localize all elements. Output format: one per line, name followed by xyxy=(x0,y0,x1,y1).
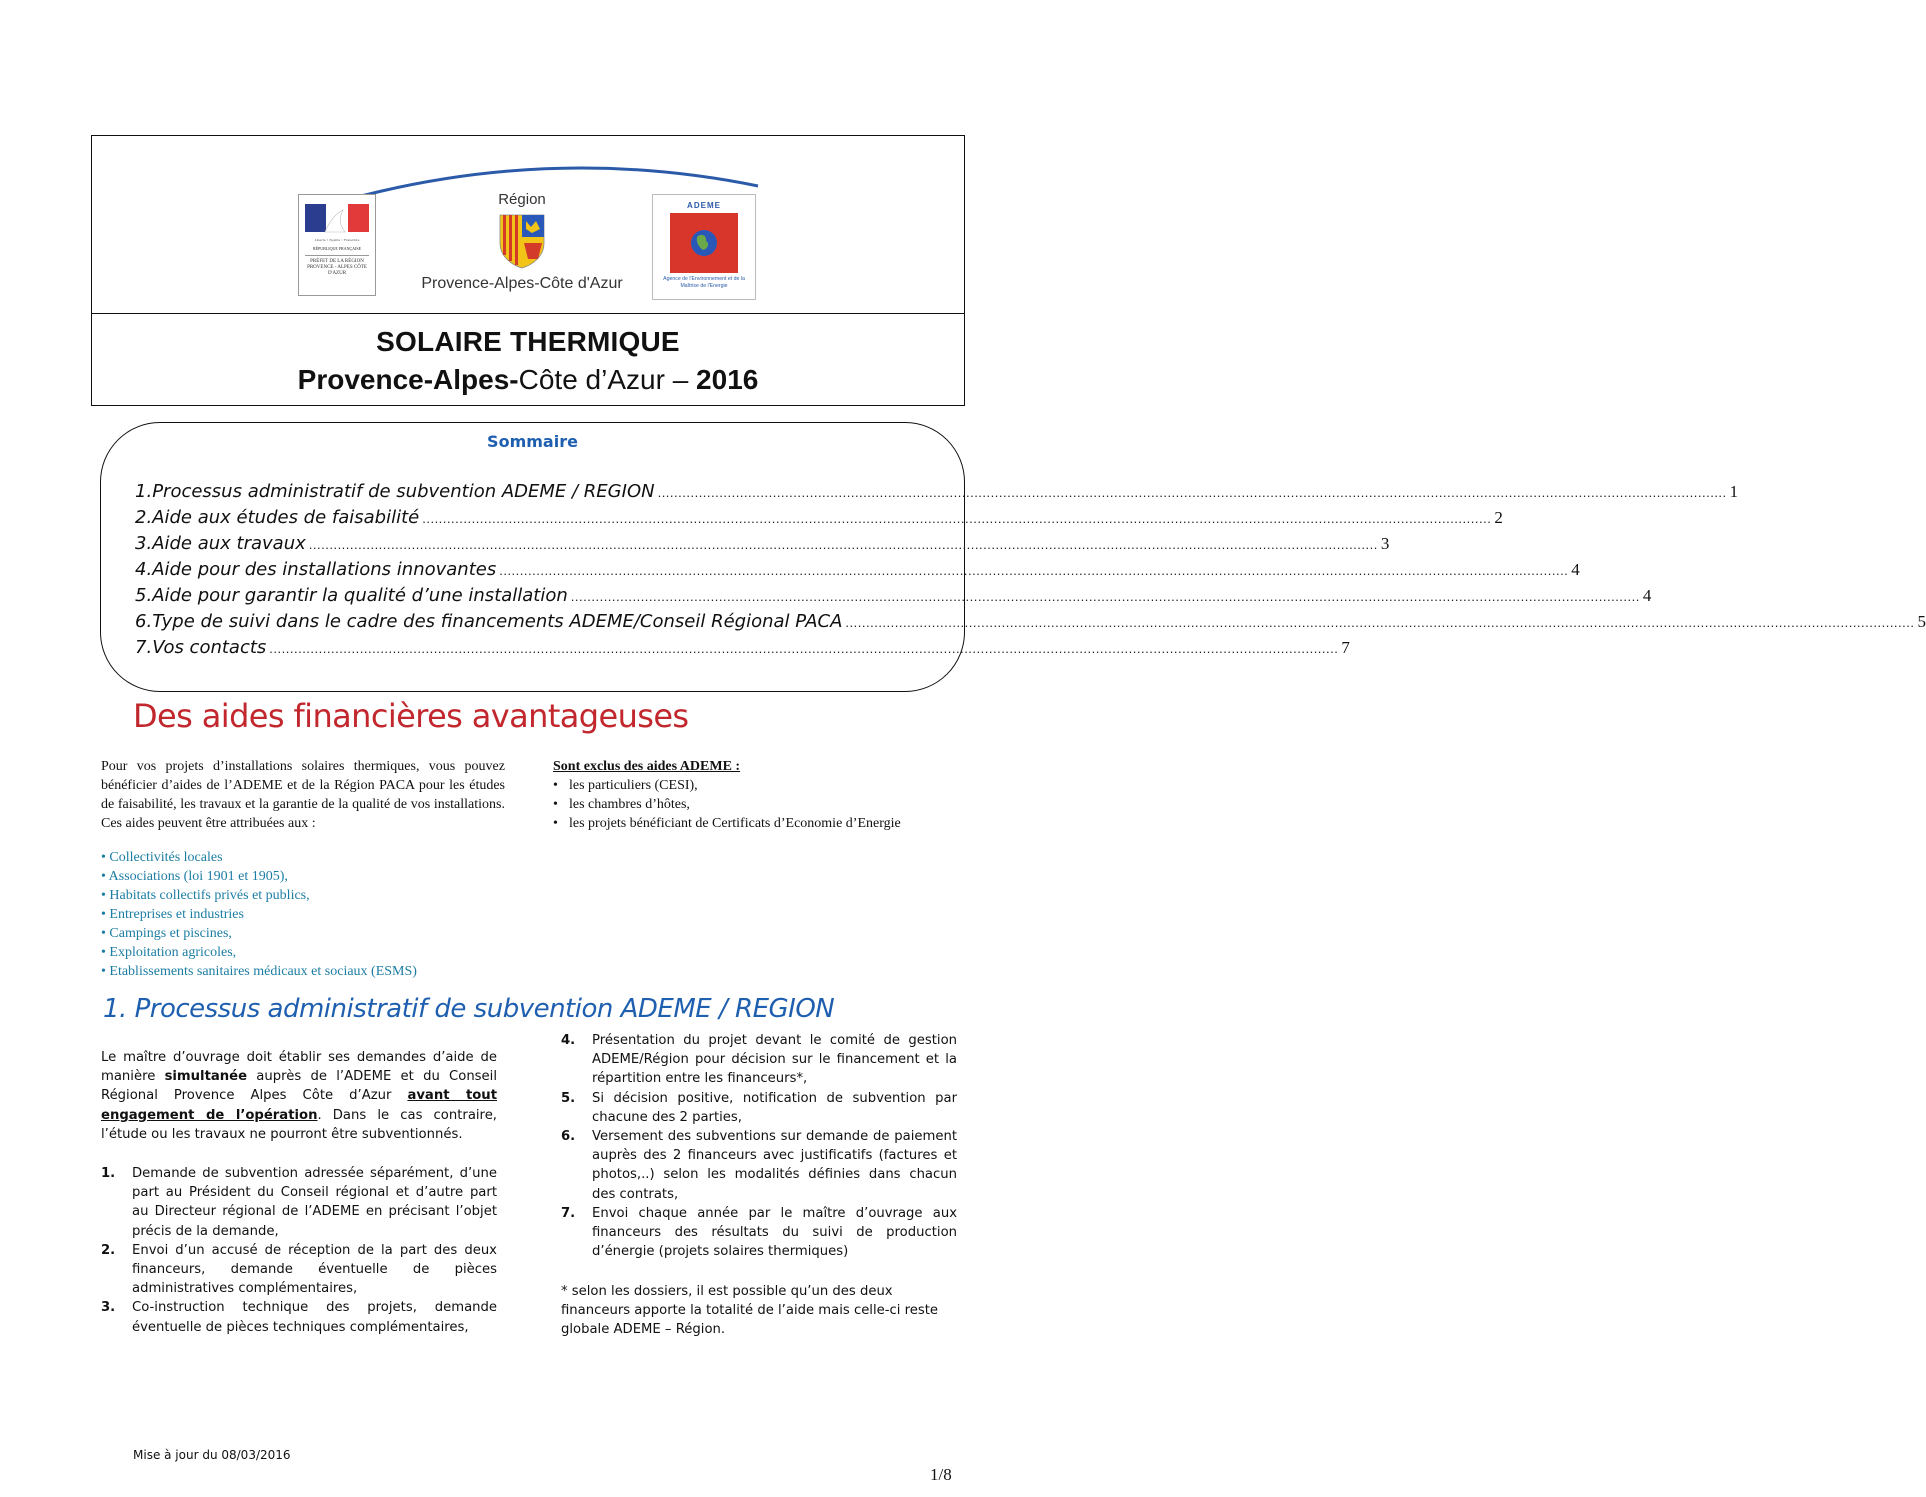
process-step xyxy=(561,1031,957,1089)
toc-item-number: 3. xyxy=(135,533,153,554)
step-number: 3. xyxy=(101,1300,116,1316)
exclusion-item xyxy=(553,795,948,814)
toc-item-page: 5 xyxy=(1917,612,1926,631)
toc-item-number: 5. xyxy=(135,585,153,606)
process-intro-text: Le maître d’ouvrage doit établir ses demandes d’aide de manière xyxy=(101,1050,497,1085)
exclusion-text: les projets bénéficiant de Certificats d’Economie d’Energie xyxy=(569,816,901,831)
beneficiary-item: • Entreprises et industries xyxy=(101,907,244,922)
toc-item[interactable] xyxy=(135,637,1350,663)
exclusion-item xyxy=(553,776,948,795)
toc-item[interactable] xyxy=(135,559,1580,585)
exclusion-text: les particuliers (CESI), xyxy=(569,778,698,793)
toc-item-label: Aide pour garantir la qualité d’une installation xyxy=(152,585,568,606)
toc-item[interactable] xyxy=(135,611,1926,637)
toc-dot-leader: .................................................................................................................................................................................................................................................................... xyxy=(845,615,1915,630)
section-heading-aides: Des aides financières avantageuses xyxy=(133,697,689,735)
prefecture-logo xyxy=(298,194,376,296)
process-step xyxy=(101,1164,497,1241)
toc-item-number: 6. xyxy=(135,611,153,632)
toc-item-page: 2 xyxy=(1494,508,1503,527)
process-step xyxy=(101,1241,497,1299)
process-intro-text: auprès de l’ADEME et du Conseil Régional Provence Alpes Côte d’Azur xyxy=(101,1069,497,1104)
toc-item-label: Aide aux études de faisabilité xyxy=(152,507,420,528)
process-footnote: * selon les dossiers, il est possible qu’un des deux financeurs apporte la totalité de l’aide mais celle-ci reste globale ADEME – Région. xyxy=(561,1284,939,1338)
process-intro-paragraph xyxy=(101,1048,497,1144)
step-text: Envoi d’un accusé de réception de la part des deux financeurs, demande éventuelle de pièces administratives complémentaires, xyxy=(132,1242,497,1297)
beneficiary-item: • Campings et piscines, xyxy=(101,926,232,941)
step-number: 7. xyxy=(561,1205,576,1221)
update-date: Mise à jour du 08/03/2016 xyxy=(133,1448,291,1462)
step-number: 6. xyxy=(561,1129,576,1145)
toc-item-page: 1 xyxy=(1729,482,1739,501)
toc-item-label: Vos contacts xyxy=(152,637,267,658)
marianne-flag-icon xyxy=(305,200,369,236)
bullet-icon: • xyxy=(553,778,558,793)
toc-dot-leader: .................................................................................................................................................................................................................................................................... xyxy=(422,511,1492,526)
republic-text: RÉPUBLIQUE FRANÇAISE xyxy=(312,246,362,251)
toc-item-label: Processus administratif de subvention ADEME / REGION xyxy=(152,481,655,502)
beneficiary-item: • Etablissements sanitaires médicaux et sociaux (ESMS) xyxy=(101,964,417,979)
ademe-name: ADEME xyxy=(687,201,721,210)
step-number: 5. xyxy=(561,1090,576,1106)
step-text: Envoi chaque année par le maître d’ouvrage aux financeurs des résultats du suivi de production d’énergie (projets solaires thermiques) xyxy=(592,1205,957,1260)
title-year: 2016 xyxy=(696,364,759,395)
region-name: Région xyxy=(498,191,546,208)
exclusions-block xyxy=(553,757,948,833)
beneficiaries-list xyxy=(101,848,521,981)
toc-item-page: 7 xyxy=(1341,638,1350,657)
toc-item[interactable] xyxy=(135,481,1739,507)
toc-item-number: 7. xyxy=(135,637,153,658)
toc-item[interactable] xyxy=(135,533,1390,559)
exclusion-text: les chambres d’hôtes, xyxy=(569,797,690,812)
logo-divider xyxy=(305,255,369,256)
exclusion-item xyxy=(553,814,948,833)
toc-item-label: Type de suivi dans le cadre des financements ADEME/Conseil Régional PACA xyxy=(152,611,843,632)
toc-dot-leader: .................................................................................................................................................................................................................................................................... xyxy=(499,563,1569,578)
bullet-icon: • xyxy=(553,816,558,831)
beneficiary-item: • Exploitation agricoles, xyxy=(101,945,237,960)
title-line-1: SOLAIRE THERMIQUE xyxy=(376,326,680,357)
beneficiary-item: • Associations (loi 1901 et 1905), xyxy=(101,869,288,884)
beneficiary-item: • Habitats collectifs privés et publics, xyxy=(101,888,310,903)
step-text: Si décision positive, notification de subvention par chacune des 2 parties, xyxy=(592,1090,957,1125)
step-text: Présentation du projet devant le comité de gestion ADEME/Région pour décision sur le financement et la répartition entre les financeurs*, xyxy=(592,1033,957,1087)
toc-item-label: Aide aux travaux xyxy=(152,533,306,554)
step-text: Co-instruction technique des projets, demande éventuelle de pièces techniques complémentaires, xyxy=(132,1300,497,1335)
title-region-regular: Côte d’Azur – xyxy=(518,364,697,395)
beneficiary-item: • Collectivités locales xyxy=(101,850,223,865)
aides-intro-paragraph: Pour vos projets d’installations solaires thermiques, vous pouvez bénéficier d’aides de l’ADEME et de la Région PACA pour les études de faisabilité, les travaux et la garantie de la qualité de vos installations. Ces aides peuvent être attribuées aux : xyxy=(101,759,505,831)
step-number: 1. xyxy=(101,1166,116,1181)
step-text: Demande de subvention adressée séparément, d’une part au Président du Conseil régional et d’autre part au Directeur régional de l’ADEME en précisant l’objet précis de la demande, xyxy=(132,1166,497,1239)
toc-item-number: 4. xyxy=(135,559,153,580)
process-step xyxy=(101,1298,497,1336)
exclusions-title: Sont exclus des aides ADEME : xyxy=(553,759,741,774)
region-coat-of-arms-icon xyxy=(498,213,546,269)
toc-item-page: 3 xyxy=(1380,534,1390,553)
process-step xyxy=(561,1089,957,1127)
prefect-text: PRÉFET DE LA RÉGION PROVENCE - ALPES CÔTE D'AZUR xyxy=(307,259,367,276)
title-region-bold: Provence-Alpes- xyxy=(297,364,519,395)
toc-dot-leader: .................................................................................................................................................................................................................................................................... xyxy=(570,589,1640,604)
ademe-logo xyxy=(652,194,756,300)
process-intro-bold: simultanée xyxy=(164,1069,248,1085)
ademe-tagline: Agence de l'Environnement et de la Maîtrise de l'Energie xyxy=(663,276,745,289)
process-intro-underline: avant tout engagement de l’opération xyxy=(101,1088,497,1123)
ademe-globe-icon xyxy=(670,213,738,273)
page-number: 1/8 xyxy=(930,1465,952,1484)
toc-dot-leader: .................................................................................................................................................................................................................................................................... xyxy=(269,641,1339,656)
process-intro-text: . Dans le cas contraire, l’étude ou les travaux ne pourront être subventionnés. xyxy=(101,1107,497,1142)
region-logo xyxy=(402,191,642,301)
table-of-contents xyxy=(100,422,1926,692)
step-number: 4. xyxy=(561,1033,576,1048)
section-heading-process: 1. Processus administratif de subvention ADEME / REGION xyxy=(103,994,835,1024)
process-step xyxy=(561,1204,957,1262)
toc-item-number: 1. xyxy=(135,481,153,502)
toc-item-number: 2. xyxy=(135,507,153,528)
toc-dot-leader: .................................................................................................................................................................................................................................................................... xyxy=(657,485,1727,500)
document-title xyxy=(92,314,964,407)
region-subtitle: Provence-Alpes-Côte d'Azur xyxy=(421,275,623,292)
header-box xyxy=(91,135,965,406)
toc-item-label: Aide pour des installations innovantes xyxy=(152,559,497,580)
motto-text: Liberté • Égalité • Fraternité xyxy=(314,238,360,242)
logo-banner xyxy=(92,136,964,314)
toc-item[interactable] xyxy=(135,585,1652,611)
step-number: 2. xyxy=(101,1242,116,1258)
step-text: Versement des subventions sur demande de paiement auprès des 2 financeurs avec justificatifs (factures et photos,..) selon les modalités définies dans chacun des contrats, xyxy=(592,1129,957,1202)
process-step xyxy=(561,1127,957,1204)
toc-item[interactable] xyxy=(135,507,1503,533)
toc-item-page: 4 xyxy=(1642,586,1652,605)
bullet-icon: • xyxy=(553,797,558,812)
process-steps-left xyxy=(101,1164,497,1337)
title-line-2 xyxy=(92,364,964,396)
process-steps-right xyxy=(561,1031,957,1261)
toc-dot-leader: .................................................................................................................................................................................................................................................................... xyxy=(308,537,1378,552)
toc-heading: Sommaire xyxy=(487,432,578,451)
toc-item-page: 4 xyxy=(1571,560,1580,579)
